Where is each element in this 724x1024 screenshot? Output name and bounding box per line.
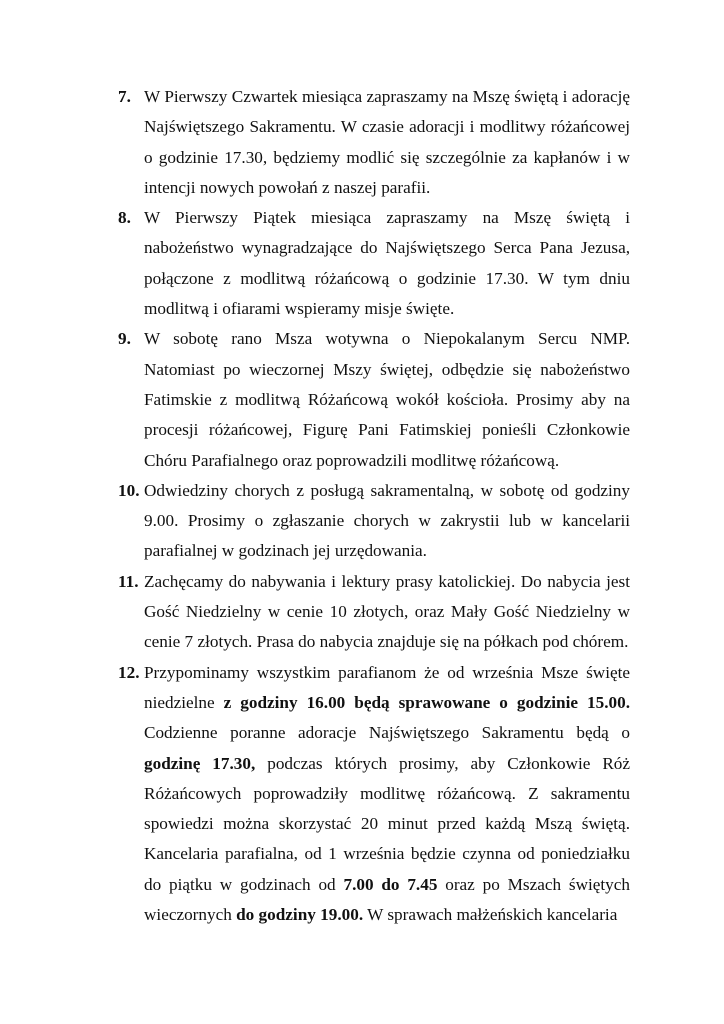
item-number: 9. [118, 329, 131, 349]
item-number: 8. [118, 208, 131, 228]
text-segment: W Pierwszy Piątek miesiąca zapraszamy na Mszę świętą i nabożeństwo wynagradzające do Najświętszego Serca Pana Jezusa, połączone z modlitwą różańcową o godzinie 17.30. W tym dniu modlitwą i ofiarami wspieramy misje święte. [144, 208, 630, 319]
announcements-list [118, 82, 630, 930]
item-text [144, 658, 630, 931]
item-number: 10. [118, 480, 140, 500]
item-text [144, 324, 630, 475]
announcement-item [118, 476, 630, 567]
bold-text-segment: godzinę 17.30, [144, 753, 256, 773]
item-number: 12. [118, 662, 140, 682]
text-segment: Przypominamy wszystkim parafianom że od września Msze święte niedzielne [144, 662, 630, 712]
text-segment: oraz po Mszach świętych wieczornych [144, 874, 630, 925]
item-text [144, 203, 630, 324]
announcement-item [118, 324, 630, 475]
announcement-item [118, 658, 630, 931]
announcement-item [118, 567, 630, 658]
text-segment: W sprawach małżeńskich kancelaria [363, 905, 618, 925]
item-text [144, 82, 630, 203]
text-segment: Codzienne poranne adoracje Najświętszego Sakramentu będą o [144, 723, 630, 743]
announcement-item [118, 203, 630, 324]
text-segment: podczas których prosimy, aby Członkowie Róż Różańcowych poprowadziły modlitwę różańcową. Z sakramentu spowiedzi można skorzystać 20 minut przed każdą Mszą świętą. Kancelaria parafialna, od 1 września będzie czynna od poniedziałku do piątku w godzinach od [144, 753, 631, 894]
item-text [144, 476, 630, 567]
text-segment: W sobotę rano Msza wotywna o Niepokalanym Sercu NMP. Natomiast po wieczornej Mszy świętej, odbędzie się nabożeństwo Fatimskie z modlitwą Różańcową wokół kościoła. Prosimy aby na procesji różańcowej, Figurę Pani Fatimskiej ponieśli Członkowie Chóru Parafialnego oraz poprowadzili modlitwę różańcową. [144, 329, 630, 470]
item-text [144, 567, 630, 658]
text-segment: W Pierwszy Czwartek miesiąca zapraszamy na Mszę świętą i adorację Najświętszego Sakramentu. W czasie adoracji i modlitwy różańcowej o godzinie 17.30, będziemy modlić się szczególnie za kapłanów i w intencji nowych powołań z naszej parafii. [144, 87, 630, 197]
bold-text-segment: z godziny 16.00 będą sprawowane o godzinie 15.00. [223, 692, 630, 712]
text-segment: Odwiedziny chorych z posługą sakramentalną, w sobotę od godziny 9.00. Prosimy o zgłaszanie chorych w zakrystii lub w kancelarii parafialnej w godzinach jej urzędowania. [144, 480, 630, 561]
item-number: 7. [118, 87, 131, 106]
bold-text-segment: 7.00 do 7.45 [343, 874, 438, 894]
item-number: 11. [118, 571, 139, 591]
text-segment: Zachęcamy do nabywania i lektury prasy katolickiej. Do nabycia jest Gość Niedzielny w cenie 10 złotych, oraz Mały Gość Niedzielny w cenie 7 złotych. Prasa do nabycia znajduje się na półkach pod chórem. [144, 571, 630, 652]
bold-text-segment: do godziny 19.00. [236, 905, 364, 925]
announcement-item [118, 82, 630, 203]
